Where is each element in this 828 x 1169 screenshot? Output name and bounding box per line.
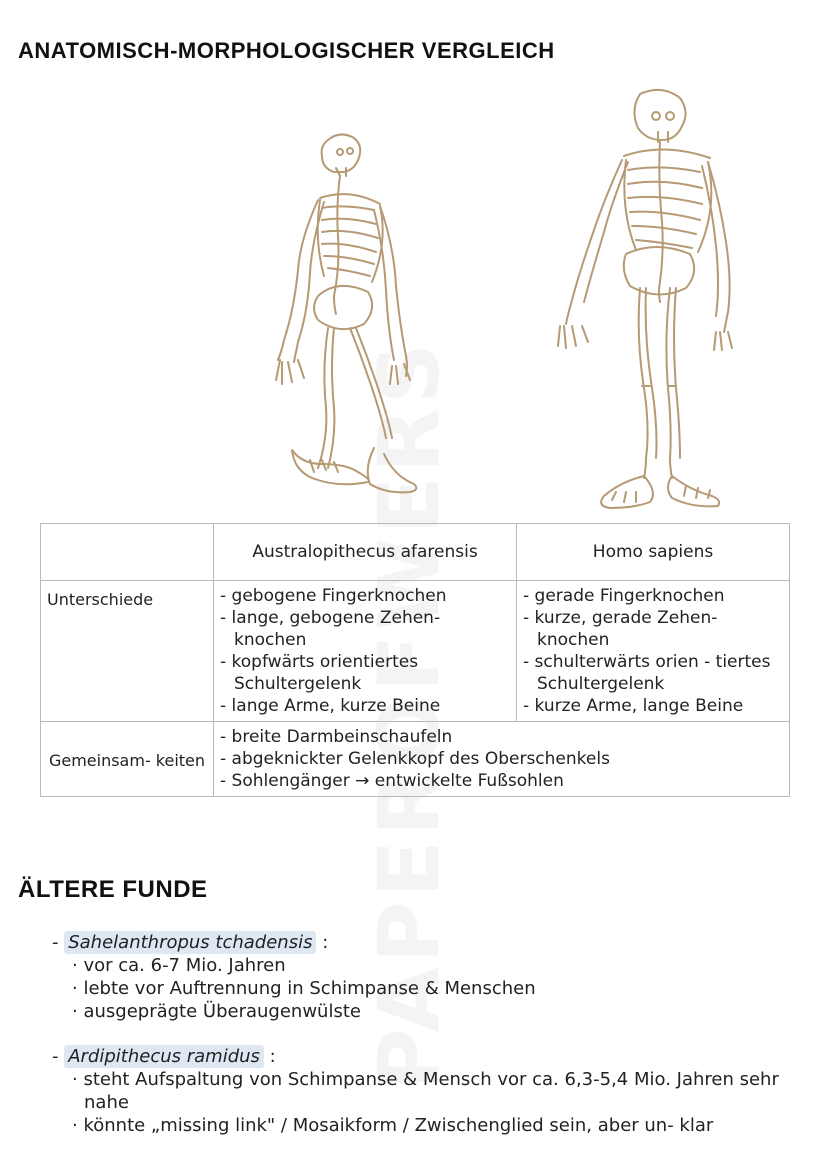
- find-ardipithecus: [52, 1045, 812, 1137]
- header-homo-sapiens: Homo sapiens: [517, 524, 790, 581]
- find-name: Sahelanthropus tchadensis: [64, 931, 316, 954]
- list-item: · ausgeprägte Überaugenwülste: [72, 1000, 812, 1023]
- table-header-row: [41, 524, 790, 581]
- table-row-gemeinsamkeiten: [41, 722, 790, 797]
- list-item: - kurze Arme, lange Beine: [523, 695, 783, 717]
- list-item: - lange, gebogene Zehen- knochen: [220, 607, 510, 651]
- list-item: - schulterwärts orien - tiertes Schultergelenk: [523, 651, 783, 695]
- cell-australopithecus-differences: [214, 581, 517, 722]
- comparison-table: [40, 523, 790, 797]
- row-label-gemeinsamkeiten: Gemeinsam- keiten: [41, 722, 214, 797]
- list-item: - lange Arme, kurze Beine: [220, 695, 510, 717]
- header-australopithecus: Australopithecus afarensis: [214, 524, 517, 581]
- find-heading: - Ardipithecus ramidus :: [52, 1045, 812, 1068]
- cell-shared-features: [214, 722, 790, 797]
- australopithecus-skeleton-illustration: [270, 128, 420, 508]
- list-item: - kurze, gerade Zehen- knochen: [523, 607, 783, 651]
- section-title-aeltere-funde: ÄLTERE FUNDE: [18, 876, 208, 903]
- cell-homo-differences: [517, 581, 790, 722]
- find-name: Ardipithecus ramidus: [64, 1045, 264, 1068]
- list-item: · könnte „missing link" / Mosaikform / Zwischenglied sein, aber un- klar: [72, 1114, 812, 1137]
- find-heading: - Sahelanthropus tchadensis :: [52, 931, 812, 954]
- list-item: - kopfwärts orientiertes Schultergelenk: [220, 651, 510, 695]
- page-title: ANATOMISCH-MORPHOLOGISCHER VERGLEICH: [18, 38, 555, 63]
- row-label-unterschiede: Unterschiede: [41, 581, 214, 722]
- list-item: · vor ca. 6-7 Mio. Jahren: [72, 954, 812, 977]
- list-item: - gebogene Fingerknochen: [220, 585, 510, 607]
- list-item: · lebte vor Auftrennung in Schimpanse & Menschen: [72, 977, 812, 1000]
- table-corner-cell: [41, 524, 214, 581]
- find-sahelanthropus: [52, 931, 812, 1023]
- list-item: - breite Darmbeinschaufeln: [220, 726, 783, 748]
- list-item: - Sohlengänger → entwickelte Fußsohlen: [220, 770, 783, 792]
- homo-sapiens-skeleton-illustration: [548, 86, 738, 511]
- list-item: - gerade Fingerknochen: [523, 585, 783, 607]
- list-item: - abgeknickter Gelenkkopf des Oberschenkels: [220, 748, 783, 770]
- list-item: · steht Aufspaltung von Schimpanse & Mensch vor ca. 6,3-5,4 Mio. Jahren sehr nahe: [72, 1068, 812, 1114]
- table-row-unterschiede: [41, 581, 790, 722]
